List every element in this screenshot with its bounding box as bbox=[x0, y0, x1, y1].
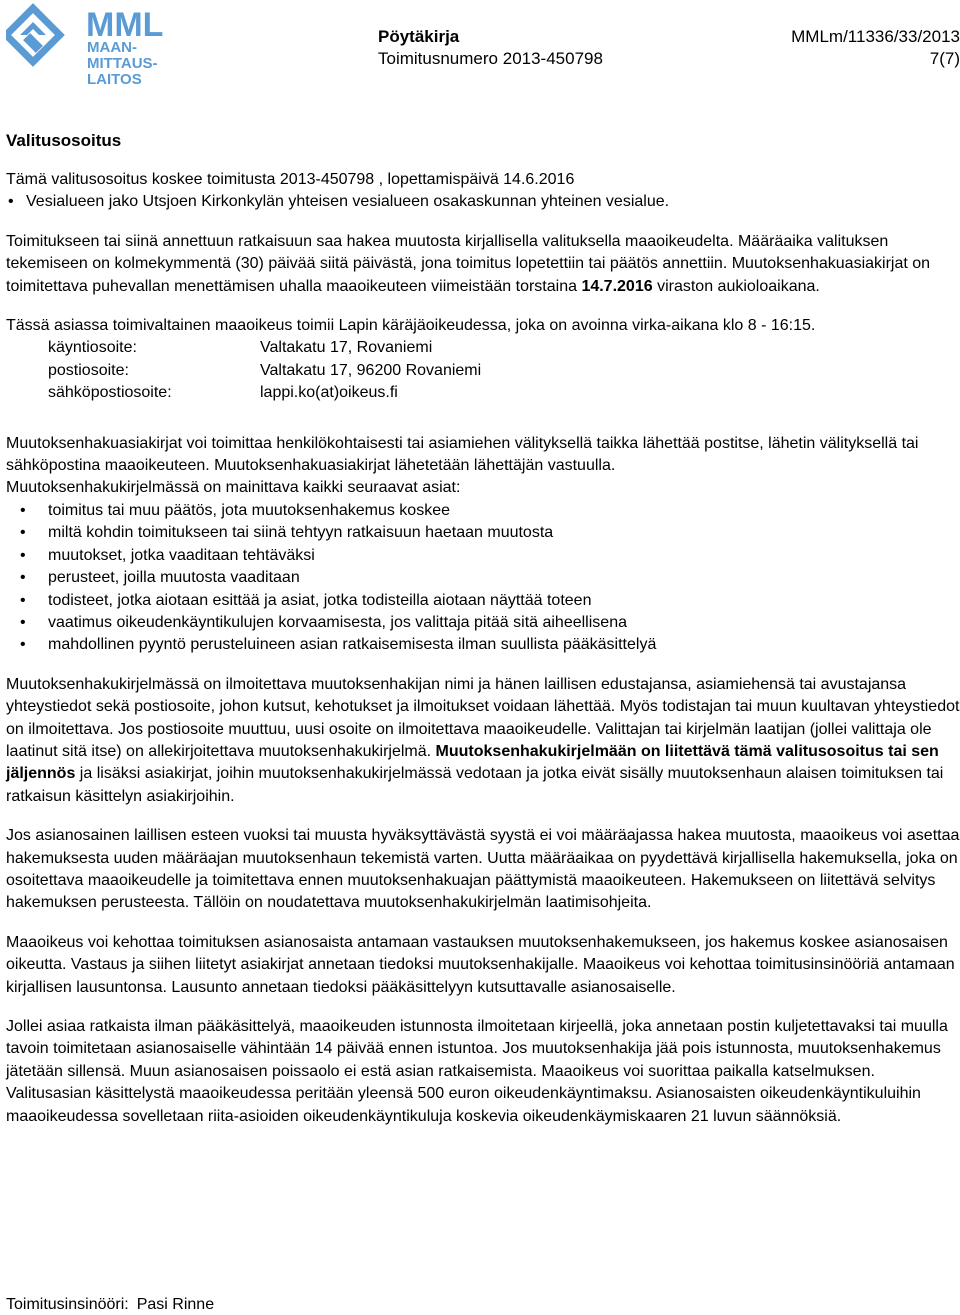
email-address: lappi.ko(at)oikeus.fi bbox=[260, 384, 398, 402]
deadline-date: 14.7.2016 bbox=[581, 277, 653, 295]
extension-paragraph: Jos asianosainen laillisen esteen vuoksi tai muusta hyväksyttävästä syystä ei voi määräajassa hakea muutosta, maaoikeus voi asettaa hakemuksesta uuden määräajan muutoksenhaun tekemistä varten. Uutta määräaikaa on pyydettävä kirjallisella hakemuksella, joka on osoitettava maaoikeudelle ja toimitettava ennen muutoksenhakuajan päättymistä maaoikeuteen. Hakemukseen on liitettävä selvitys hakemuksen perusteesta. Tällöin on noudatettava muutoksenhakukirjelmän laatimisohjeita. bbox=[6, 827, 960, 912]
document-body bbox=[6, 130, 960, 1128]
court-addresses bbox=[6, 337, 960, 404]
contact-suffix: ja lisäksi asiakirjat, joihin muutoksenhakukirjelmässä vedotaan ja jotka eivät sisälly muutoksenhaun alaisen toimituksen tai ratkaisun käsittelyn asiakirjoihin. bbox=[6, 765, 944, 805]
attachment-requirement: Muutoksenhakukirjelmään on liitettävä tämä valitusosoitus tai sen jäljennös bbox=[6, 742, 939, 783]
logo-text-mml: MML bbox=[86, 6, 164, 44]
address-row bbox=[48, 382, 960, 404]
list-item: • toimitus tai muu päätös, jota muutoksenhakemus koskee bbox=[6, 500, 960, 522]
address-label: postiosoite: bbox=[48, 361, 129, 379]
court-intro: Tässä asiassa toimivaltainen maaoikeus toimii Lapin käräjäoikeudessa, joka on avoinna virka-aikana klo 8 - 16:15. bbox=[6, 317, 816, 335]
address-value: Valtakatu 17, Rovaniemi bbox=[260, 339, 433, 357]
address-label: käyntiosoite: bbox=[48, 339, 137, 357]
signature-line bbox=[6, 1295, 214, 1315]
hearing-paragraph: Jollei asiaa ratkaista ilman pääkäsittelyä, maaoikeuden istunnosta ilmoitetaan kirjeellä, joka annetaan postin kuljetettavaksi tai muulla tavoin toimitetaan asianosaiselle vähintään 14 päivää ennen istuntoa. Jos muutoksenhakija jää pois istunnosta, muutoksenhakemus jätetään sillensä. Muun asianosaisen poissaolo ei estä asian ratkaisemista. Maaoikeus voi suorittaa paikalla katselmuksen. Valitusasian käsittelystä maaoikeudessa peritään yleensä 500 euron oikeudenkäyntimaksu. Asianosaisten oikeudenkäyntikuluihin maaoikeudessa sovelletaan riita-asioiden oikeudenkäyntikuluja koskevia oikeudenkäymiskaaren 21 luvun säännöksiä. bbox=[6, 1018, 948, 1125]
section-title: Valitusosoitus bbox=[6, 131, 122, 150]
address-row bbox=[48, 337, 960, 359]
list-item: • perusteet, joilla muutosta vaaditaan bbox=[6, 567, 960, 589]
list-item: • vaatimus oikeudenkäyntikulujen korvaamisesta, jos valittaja pitää sitä aiheellisena bbox=[6, 612, 960, 634]
doc-type: Pöytäkirja bbox=[378, 27, 460, 46]
header-left bbox=[378, 26, 603, 70]
page-number: 7(7) bbox=[929, 49, 960, 68]
list-item: • Vesialueen jako Utsjoen Kirkonkylän yhteisen vesialueen osakaskunnan yhteinen vesialue. bbox=[6, 191, 960, 213]
appeal-suffix: viraston aukioloaikana. bbox=[652, 277, 820, 295]
appeal-paragraph bbox=[6, 231, 960, 298]
scope-list bbox=[6, 191, 960, 213]
reference-line bbox=[378, 48, 603, 70]
list-item: • todisteet, jotka aiotaan esittää ja asiat, jotka todisteilla aiotaan näyttää toteen bbox=[6, 590, 960, 612]
mml-logo-graphic bbox=[6, 2, 171, 88]
logo-text-line2: MAAN- bbox=[87, 39, 137, 56]
contact-text: Muutoksenhakukirjelmässä on ilmoitettava muutoksenhakijan nimi ja hänen laillisen edustajansa, asiamiehensä tai avustajansa yhteystiedot sekä postiosoite, johon kutsut, kehotukset ja ilmoitukset voidaan lähettää. Myös todistajan tai muun kuultavan yhteystiedot on ilmoitettava. Jos postiosoite muuttuu, uusi osoite on ilmoitettava maaoikeudelle. Valittajan tai kirjelmän laatijan (jollei valittaja ole laatinut sitä itse) on allekirjoitettava muutoksenhakukirjelmä. bbox=[6, 675, 960, 760]
signature-role: Toimitusinsinööri: bbox=[6, 1296, 129, 1313]
list-item: • muutokset, jotka vaaditaan tehtäväksi bbox=[6, 545, 960, 567]
logo-text-line3: MITTAUS- bbox=[87, 55, 158, 72]
header-right bbox=[791, 26, 960, 70]
mml-logo bbox=[6, 2, 171, 88]
reference-number: 2013-450798 bbox=[502, 49, 603, 68]
address-value: Valtakatu 17, 96200 Rovaniemi bbox=[260, 361, 482, 379]
list-intro: Muutoksenhakukirjelmässä on mainittava kaikki seuraavat asiat: bbox=[6, 479, 461, 497]
response-paragraph: Maaoikeus voi kehottaa toimituksen asianosaista antamaan vastauksen muutoksenhakemukseen, jos hakemus koskee asianosaisen oikeutta. Vastaus ja siihen liitetyt asiakirjat annetaan tiedoksi muutoksenhakijalle. Maaoikeus voi kehottaa toimitusinsinööriä antamaan kirjallisen lausuntonsa. Lausunto annetaan tiedoksi pääkäsittelyyn kutsuttavalle asianosaiselle. bbox=[6, 933, 955, 996]
requirements-list bbox=[6, 500, 960, 657]
logo-diamond-outer bbox=[6, 8, 60, 62]
logo-roof bbox=[20, 22, 46, 35]
delivery-paragraph: Muutoksenhakuasiakirjat voi toimittaa henkilökohtaisesti tai asiamiehen välityksellä taikka lähettää postitse, lähetin välityksellä tai sähköpostina maaoikeuteen. Muutoksenhakuasiakirjat lähetetään lähettäjän vastuulla. bbox=[6, 434, 919, 475]
address-label: sähköpostiosoite: bbox=[48, 384, 172, 402]
address-row bbox=[48, 360, 960, 382]
list-item: • mahdollinen pyyntö perusteluineen asian ratkaisemisesta ilman suullista pääkäsittelyä bbox=[6, 634, 960, 656]
reference-label: Toimitusnumero bbox=[378, 49, 498, 68]
signature-name: Pasi Rinne bbox=[136, 1296, 215, 1313]
logo-text-line4: LAITOS bbox=[87, 71, 142, 88]
appeal-text: Toimitukseen tai siinä annettuun ratkaisuun saa hakea muutosta kirjallisella valituksella maaoikeudelta. Määräaika valituksen tekemiseen on kolmekymmentä (30) päivää siitä päivästä, jona toimitus lopetettiin tai päätös annettiin. Muutoksenhakuasiakirjat on toimitettava puhevallan menettämisen uhalla maaoikeuteen viimeistään torstaina bbox=[6, 232, 931, 295]
doc-id: MMLm/11336/33/2013 bbox=[791, 27, 960, 46]
intro-text: Tämä valitusosoitus koskee toimitusta 2013-450798 , lopettamispäivä 14.6.2016 bbox=[6, 171, 575, 188]
list-item: • miltä kohdin toimitukseen tai siinä tehtyyn ratkaisuun haetaan muutosta bbox=[6, 522, 960, 544]
logo-diamond-inner bbox=[23, 33, 43, 53]
contact-paragraph bbox=[6, 674, 960, 808]
